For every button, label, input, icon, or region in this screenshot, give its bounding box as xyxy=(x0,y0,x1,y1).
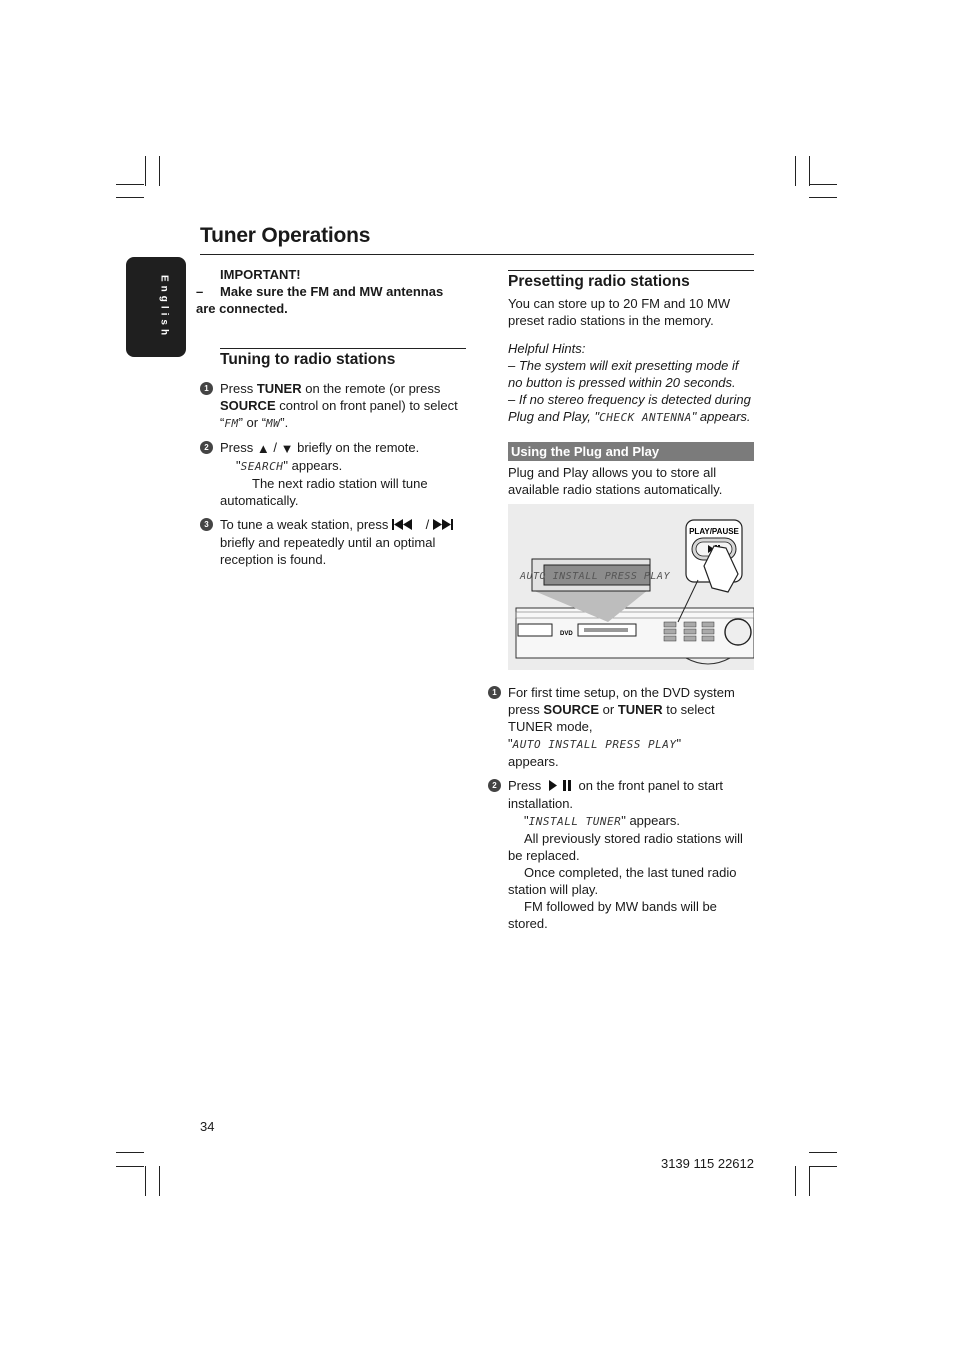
dvd-player-drawing xyxy=(508,504,754,670)
subsection-header: Using the Plug and Play xyxy=(508,442,754,461)
language-tab xyxy=(126,257,186,357)
lcd-text: MW xyxy=(266,417,281,430)
important-label: IMPORTANT! xyxy=(220,267,301,282)
play-pause-icon xyxy=(545,778,575,795)
crop-mark xyxy=(116,184,144,185)
crop-mark xyxy=(795,1166,796,1196)
helpful-hints xyxy=(508,340,754,426)
lcd-text: CHECK ANTENNA xyxy=(599,411,692,424)
right-column xyxy=(492,270,754,932)
step-number: 3 xyxy=(200,518,213,531)
hint-2: – If no stereo frequency is detected during Plug and Play, "CHECK ANTENNA" appears. xyxy=(508,392,751,424)
step-3: 3 To tune a weak station, press / briefly and repeatedly until an optimal reception is found. xyxy=(200,516,466,568)
hint-1: – The system will exit presetting mode if no button is pressed within 20 seconds. xyxy=(508,358,739,390)
section-title-presetting: Presetting radio stations xyxy=(508,270,754,290)
crop-mark xyxy=(116,197,144,198)
important-note xyxy=(196,266,466,317)
step-number: 2 xyxy=(488,779,501,792)
crop-mark xyxy=(159,156,160,186)
crop-mark xyxy=(809,184,837,185)
crop-mark xyxy=(809,1166,837,1167)
step-number: 1 xyxy=(488,686,501,699)
lcd-text: INSTALL TUNER xyxy=(528,815,622,828)
lcd-text: AUTO INSTALL PRESS PLAY xyxy=(512,738,677,751)
lcd-text: FM xyxy=(224,417,239,430)
step-number: 1 xyxy=(200,382,213,395)
crop-mark xyxy=(809,156,810,186)
important-text: – Make sure the FM and MW antennas are connected. xyxy=(196,284,444,316)
crop-mark xyxy=(116,1152,144,1153)
crop-mark xyxy=(159,1166,160,1196)
left-column xyxy=(196,266,466,568)
step-number: 2 xyxy=(200,441,213,454)
pnp-intro: Plug and Play allows you to store all available radio stations automatically. xyxy=(508,465,723,497)
language-label: English xyxy=(158,274,170,340)
crop-mark xyxy=(795,156,796,186)
page-title: Tuner Operations xyxy=(200,224,754,255)
document-code: 3139 115 22612 xyxy=(660,1156,754,1171)
next-icon xyxy=(433,517,463,534)
lcd-text: SEARCH xyxy=(240,460,284,473)
previous-icon xyxy=(392,517,422,534)
pnp-step-1: 1 For first time setup, on the DVD system press SOURCE or TUNER to select TUNER mode, "AUTO INSTALL PRESS PLAY" appears. xyxy=(488,684,754,770)
svg-text:DVD: DVD xyxy=(560,631,573,637)
hints-label: Helpful Hints: xyxy=(508,341,586,356)
page-number: 34 xyxy=(200,1119,215,1134)
step-1: 1 Press TUNER on the remote (or press SOURCE control on front panel) to select “FM” or “MW”. xyxy=(200,380,466,432)
up-arrow-icon: ▲ xyxy=(256,441,270,456)
step-2-feedback: "SEARCH" appears. xyxy=(236,458,343,473)
step-2: 2 Press ▲ / ▼ briefly on the remote. "SEARCH" appears. The next radio station will tune automatically. xyxy=(200,439,466,509)
section-title-tuning: Tuning to radio stations xyxy=(220,348,466,368)
dash-glyph: – xyxy=(196,284,204,299)
crop-mark xyxy=(809,1166,810,1196)
crop-mark xyxy=(809,1152,837,1153)
intro-paragraph: You can store up to 20 FM and 10 MW preset radio stations in the memory. xyxy=(508,296,731,328)
crop-mark xyxy=(116,1166,144,1167)
crop-mark xyxy=(145,156,146,186)
play-pause-label: PLAY/PAUSE xyxy=(689,527,739,536)
crop-mark xyxy=(809,197,837,198)
display-text: AUTO INSTALL PRESS PLAY xyxy=(520,571,670,582)
plug-and-play-illustration xyxy=(508,504,754,670)
down-arrow-icon: ▼ xyxy=(280,441,294,456)
crop-mark xyxy=(145,1166,146,1196)
pnp-step-2: 2 Press on the front panel to start installation. "INSTALL TUNER" appears. All previously stored radio stations will be replaced. Once completed, the last tuned radio station will play. FM followed by MW bands will be stored. xyxy=(488,777,754,932)
